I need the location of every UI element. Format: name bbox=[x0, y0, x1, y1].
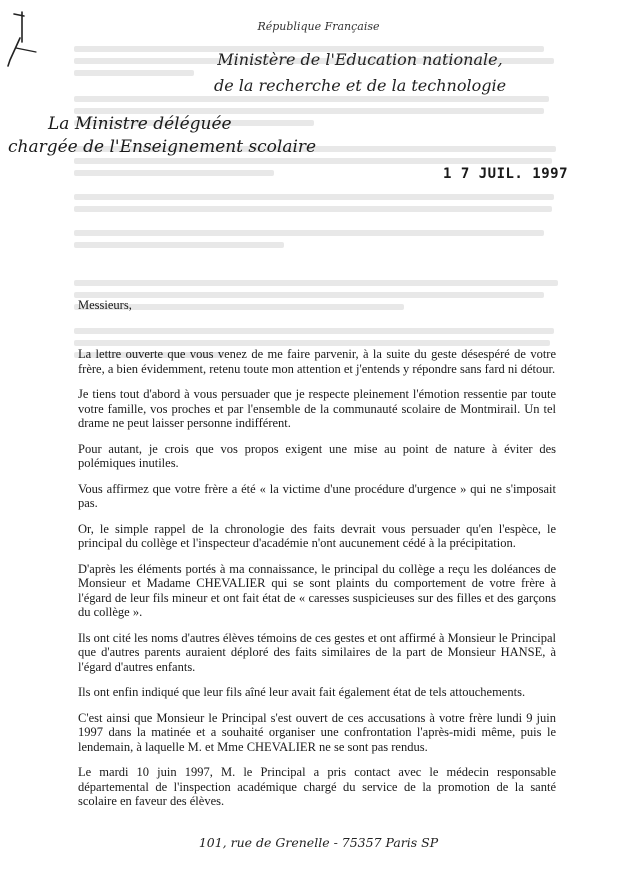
ministere-line-1: Ministère de l'Education nationale, bbox=[217, 50, 503, 69]
letter-body bbox=[78, 347, 556, 820]
paragraph-7: Ils ont cité les noms d'autres élèves témoins de ces gestes et ont affirmé à Monsieur le Principal que d'autres parents auraient déploré des faits similaires de la part de Monsieur HANSE, à l'égard d'autres enfants. bbox=[78, 630, 556, 674]
footer-address: 101, rue de Grenelle - 75357 Paris SP bbox=[198, 835, 439, 850]
paragraph-5: Or, le simple rappel de la chronologie des faits devrait vous persuader qu'en l'espèce, le principal du collège et l'inspecteur d'académie n'ont aucunement cédé à la précipitation. bbox=[78, 521, 556, 550]
ministre-title-line-2: chargée de l'Enseignement scolaire bbox=[8, 137, 317, 157]
paragraph-6: D'après les éléments portés à ma connaissance, le principal du collège a reçu les doléances de Monsieur et Madame CHEVALIER qui se sont plaints du comportement de votre frère à l'égard de leur fils mineur et ont fait état de « caresses suspicieuses sur des filles et des garçons du collège ». bbox=[78, 561, 556, 619]
paragraph-10: Le mardi 10 juin 1997, M. le Principal a pris contact avec le médecin responsable départemental de l'inspection académique chargé du service de la promotion de la santé scolaire en faveur des élèves. bbox=[78, 765, 556, 808]
date-stamp: 1 7 JUIL. 1997 bbox=[443, 166, 569, 182]
salutation: Messieurs, bbox=[78, 298, 132, 312]
ministere-line-2: de la recherche et de la technologie bbox=[213, 76, 507, 95]
paragraph-9: C'est ainsi que Monsieur le Principal s'est ouvert de ces accusations à votre frère lundi 9 juin 1997 dans la matinée et a souhaité organiser une confrontation l'après-midi même, puis le lendemain, à laquelle M. et Mme CHEVALIER ne se sont pas rendus. bbox=[78, 710, 556, 754]
ministre-title-line-1: La Ministre déléguée bbox=[48, 114, 232, 134]
paragraph-2: Je tiens tout d'abord à vous persuader que je respecte pleinement l'émotion ressentie par toute votre famille, vos proches et par l'ensemble de la communauté scolaire de Montmirail. Un tel drame ne peut laisser personne indifférent. bbox=[78, 387, 556, 430]
pen-mark-icon bbox=[6, 8, 40, 68]
paragraph-3: Pour autant, je crois que vos propos exigent une mise au point de nature à éviter des polémiques inutiles. bbox=[78, 441, 556, 470]
paragraph-1: La lettre ouverte que vous venez de me faire parvenir, à la suite du geste désespéré de votre frère, a bien évidemment, retenu toute mon attention et j'entends y répondre sans fard ni détour. bbox=[78, 347, 556, 376]
paragraph-8: Ils ont enfin indiqué que leur fils aîné leur avait fait également état de tels attouchements. bbox=[78, 685, 526, 699]
republique-heading: République Française bbox=[257, 20, 380, 33]
paragraph-4: Vous affirmez que votre frère a été « la victime d'une procédure d'urgence » qui ne s'imposait pas. bbox=[78, 481, 556, 510]
